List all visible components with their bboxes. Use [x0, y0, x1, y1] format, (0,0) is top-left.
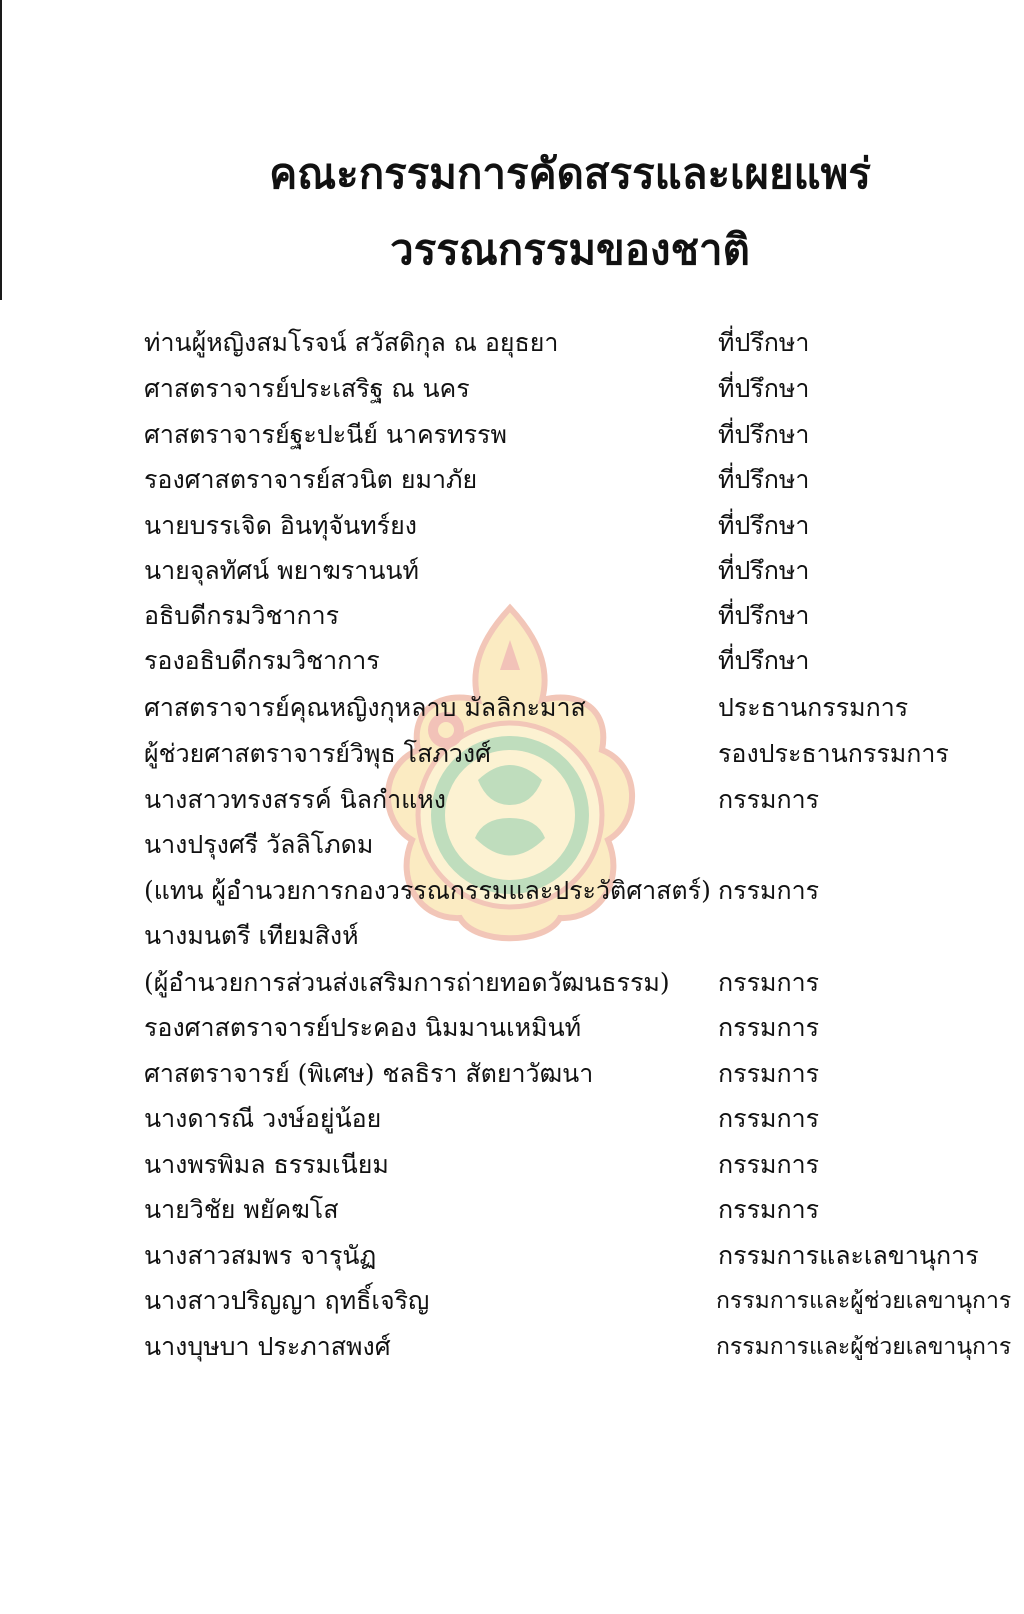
member-role: ที่ปรึกษา — [718, 556, 810, 585]
list-item — [0, 1281, 1024, 1321]
member-name: รองศาสตราจารย์ประคอง นิมมานเหมินท์ — [144, 1013, 582, 1042]
list-item — [0, 1054, 1024, 1094]
member-name: นางมนตรี เทียมสิงห์ — [144, 921, 359, 950]
member-name: รองศาสตราจารย์สวนิต ยมาภัย — [144, 465, 478, 494]
list-item — [0, 825, 1024, 865]
member-role: ที่ปรึกษา — [718, 465, 810, 494]
member-name: (แทน ผู้อำนวยการกองวรรณกรรมและประวัติศาสตร์) — [144, 876, 711, 905]
list-item — [0, 734, 1024, 774]
member-name: นางสาวทรงสรรค์ นิลกำแหง — [144, 785, 446, 814]
member-role: กรรมการและเลขานุการ — [718, 1241, 979, 1270]
member-name: นางสาวปริญญา ฤทธิ์เจริญ — [144, 1286, 430, 1315]
list-item — [0, 1236, 1024, 1276]
member-role: กรรมการ — [718, 1104, 820, 1133]
list-item — [0, 780, 1024, 820]
member-role: ที่ปรึกษา — [718, 601, 810, 630]
document-title-line-2: วรรณกรรมของชาติ — [390, 225, 750, 274]
member-role: ที่ปรึกษา — [718, 646, 810, 675]
list-item — [0, 688, 1024, 728]
member-role: ที่ปรึกษา — [718, 374, 810, 403]
member-role: กรรมการ — [718, 876, 820, 905]
list-item — [0, 871, 1024, 911]
member-role: กรรมการ — [718, 1195, 820, 1224]
member-name: ศาสตราจารย์ประเสริฐ ณ นคร — [144, 374, 470, 403]
member-name: ศาสตราจารย์คุณหญิงกุหลาบ มัลลิกะมาส — [144, 693, 586, 722]
member-name: ผู้ช่วยศาสตราจารย์วิพุธ โสภวงศ์ — [144, 739, 491, 768]
member-role: ที่ปรึกษา — [718, 511, 810, 540]
member-name: นางบุษบา ประภาสพงศ์ — [144, 1332, 391, 1361]
member-name: นายบรรเจิด อินทุจันทร์ยง — [144, 511, 417, 540]
member-name: นางสาวสมพร จารุนัฏ — [144, 1241, 377, 1270]
member-name: อธิบดีกรมวิชาการ — [144, 601, 340, 630]
member-name: รองอธิบดีกรมวิชาการ — [144, 646, 380, 675]
member-role: กรรมการ — [718, 968, 820, 997]
list-item — [0, 1008, 1024, 1048]
member-role: กรรมการ — [718, 1150, 820, 1179]
member-role: กรรมการและผู้ช่วยเลขานุการ — [716, 1288, 1012, 1314]
member-name: นางพรพิมล ธรรมเนียม — [144, 1150, 389, 1179]
member-role: กรรมการ — [718, 785, 820, 814]
list-item — [0, 551, 1024, 591]
list-item — [0, 460, 1024, 500]
document-title-line-1: คณะกรรมการคัดสรรและเผยแพร่ — [269, 149, 871, 198]
list-item — [0, 1327, 1024, 1367]
member-name: นางดารณี วงษ์อยู่น้อย — [144, 1104, 382, 1133]
member-role: ที่ปรึกษา — [718, 420, 810, 449]
member-name: นายจุลทัศน์ พยาฆรานนท์ — [144, 556, 419, 585]
member-name: นางปรุงศรี วัลลิโภดม — [144, 830, 374, 859]
member-name: ศาสตราจารย์ฐะปะนีย์ นาครทรรพ — [144, 420, 507, 449]
list-item — [0, 1099, 1024, 1139]
member-role: รองประธานกรรมการ — [718, 739, 949, 768]
member-role: กรรมการ — [718, 1013, 820, 1042]
member-role: ประธานกรรมการ — [718, 693, 909, 722]
member-name: ศาสตราจารย์ (พิเศษ) ชลธิรา สัตยาวัฒนา — [144, 1059, 594, 1088]
list-item — [0, 1190, 1024, 1230]
list-item — [0, 323, 1024, 363]
list-item — [0, 415, 1024, 455]
member-name: นายวิชัย พยัคฆโส — [144, 1195, 339, 1224]
member-role: กรรมการ — [718, 1059, 820, 1088]
member-role: ที่ปรึกษา — [718, 328, 810, 357]
list-item — [0, 963, 1024, 1003]
list-item — [0, 596, 1024, 636]
member-name: (ผู้อำนวยการส่วนส่งเสริมการถ่ายทอดวัฒนธรรม) — [144, 968, 670, 997]
list-item — [0, 916, 1024, 956]
list-item — [0, 1145, 1024, 1185]
list-item — [0, 506, 1024, 546]
member-name: ท่านผู้หญิงสมโรจน์ สวัสดิกุล ณ อยุธยา — [144, 328, 559, 357]
list-item — [0, 369, 1024, 409]
list-item — [0, 641, 1024, 681]
page-edge-line — [0, 0, 2, 300]
member-role: กรรมการและผู้ช่วยเลขานุการ — [716, 1334, 1012, 1360]
